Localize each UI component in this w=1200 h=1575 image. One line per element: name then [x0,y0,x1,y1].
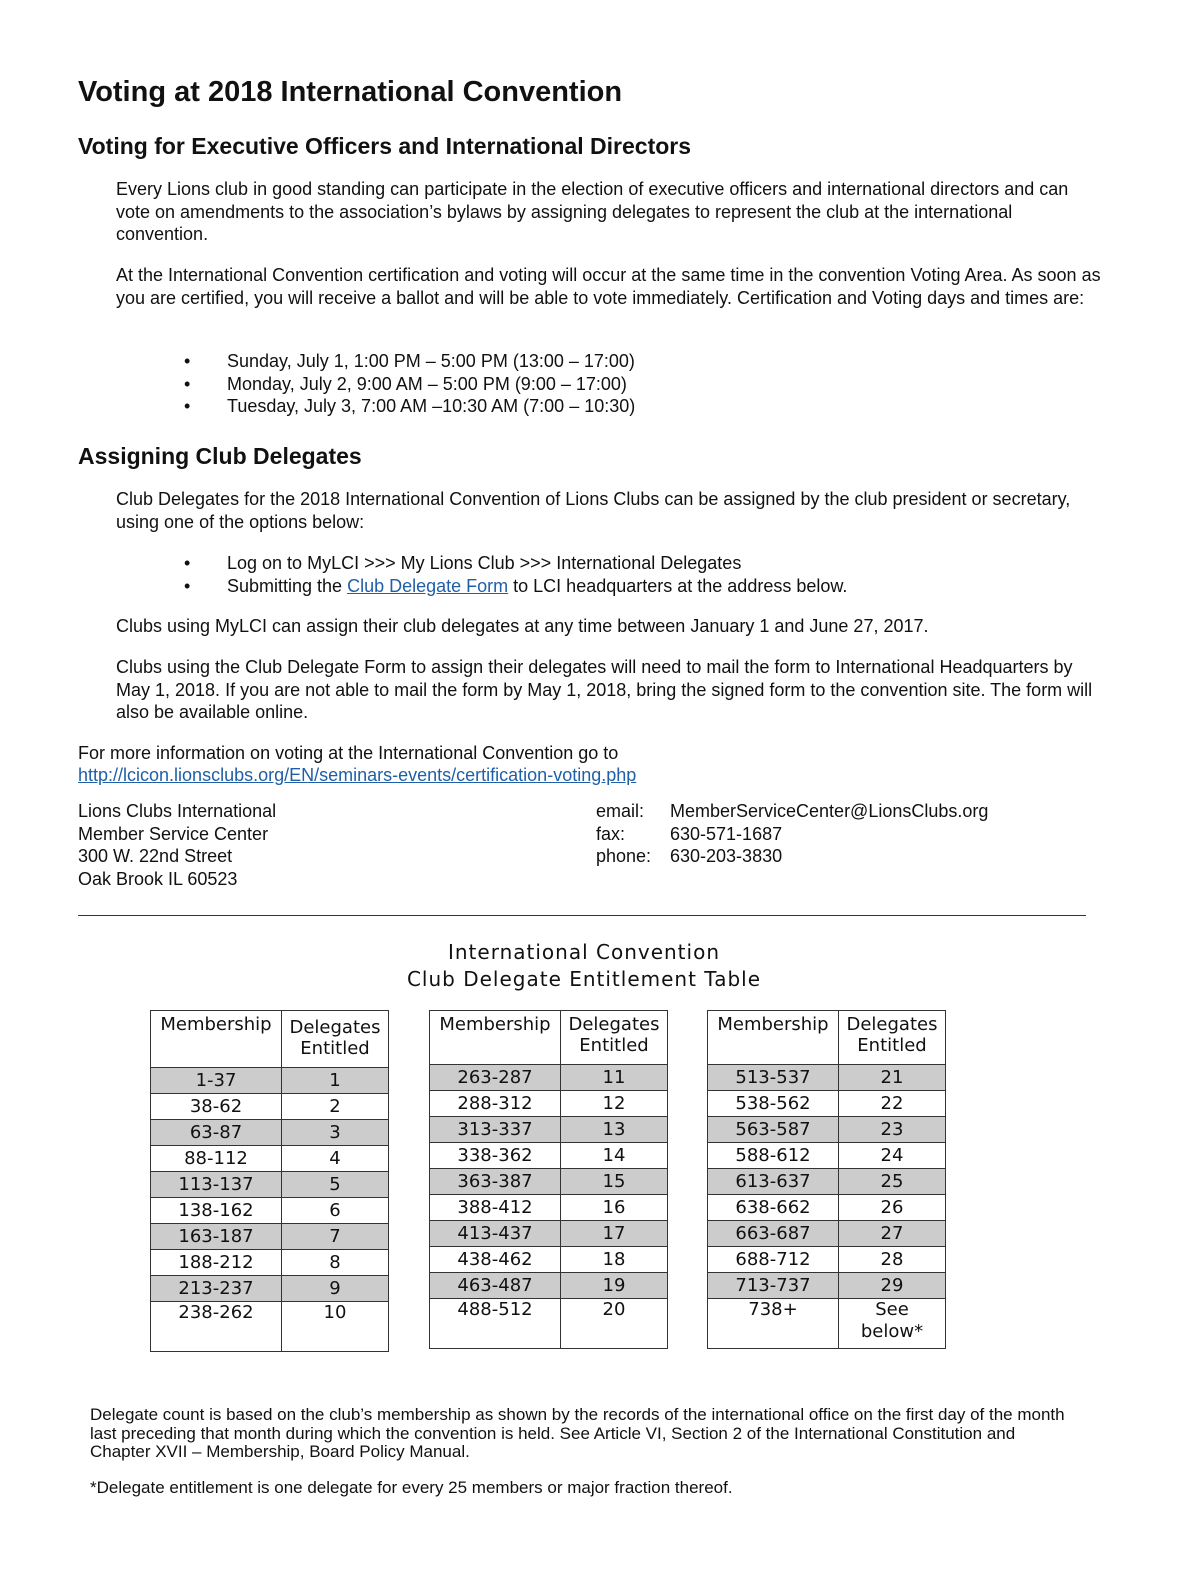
bullet-icon: • [184,351,191,371]
membership-cell: 63-87 [151,1120,282,1146]
bullet-icon: • [184,373,191,394]
membership-cell: 388-412 [430,1195,561,1221]
delegates-cell: 2 [282,1094,389,1120]
delegates-cell: 18 [561,1247,668,1273]
delegates-cell: 13 [561,1117,668,1143]
membership-cell: 113-137 [151,1172,282,1198]
section-heading-delegates: Assigning Club Delegates [78,443,362,469]
table-row [708,1299,946,1349]
voting-times-paragraph: At the International Convention certification and voting will occur at the same time in the convention Voting Area. As soon as you are certified, you will receive a ballot and will be able to vote immediately. Certification and Voting days and times are: [116,265,1101,308]
delegates-cell: 27 [839,1221,946,1247]
table-row [151,1068,389,1094]
table-row [708,1143,946,1169]
membership-cell: 738+ [708,1299,839,1349]
delegates-header [282,1011,389,1068]
membership-cell: 313-337 [430,1117,561,1143]
table-row [708,1195,946,1221]
email-label: email: [596,801,645,821]
table-title-line2: Club Delegate Entitlement Table [406,967,762,991]
bullet-icon: • [184,575,191,596]
address-line: Lions Clubs International [78,801,277,821]
delegates-cell: 29 [839,1273,946,1299]
delegates-cell: 9 [282,1276,389,1302]
membership-cell: 213-237 [151,1276,282,1302]
table-row [708,1221,946,1247]
contact-values [670,800,988,868]
table-row [708,1117,946,1143]
email-value: MemberServiceCenter@LionsClubs.org [670,801,989,821]
table-row [430,1299,668,1349]
section-heading-voting: Voting for Executive Officers and International Directors [78,133,692,159]
fax-label: fax: [596,823,626,844]
list-item: • Sunday, July 1, 1:00 PM – 5:00 PM (13:00 – 17:00) [184,351,635,371]
table-row [430,1091,668,1117]
table-row [430,1221,668,1247]
table-row [430,1169,668,1195]
delegates-cell: 15 [561,1169,668,1195]
club-delegate-form-link[interactable]: Club Delegate Form [347,575,509,596]
delegates-header-line: Delegates [846,1014,938,1035]
mylci-deadline-paragraph: Clubs using MyLCI can assign their club delegates at any time between January 1 and June 27, 2017. [116,616,929,636]
delegate-count-footnote: Delegate count is based on the club’s membership as shown by the records of the international office on the first day of the month last preceding that month during which the convention is held. See Article VI, Section 2 of the International Constitution and Chapter XVII – Membership, Board Policy Manual. [90,1405,1065,1461]
fax-value: 630-571-1687 [670,823,783,844]
membership-cell: 538-562 [708,1091,839,1117]
address-line: Member Service Center [78,823,269,844]
delegates-cell: 21 [839,1065,946,1091]
delegates-cell: 20 [561,1299,668,1349]
list-item: • Log on to MyLCI >>> My Lions Club >>> International Delegates [184,553,742,573]
list-item: • Monday, July 2, 9:00 AM – 5:00 PM (9:00 – 17:00) [184,373,627,394]
delegates-cell: 23 [839,1117,946,1143]
table-title-line1: International Convention [447,940,720,964]
bullet-icon: • [184,396,191,416]
delegates-cell: See below* [839,1299,946,1349]
delegate-options-list [116,552,847,597]
entitlement-footnote: *Delegate entitlement is one delegate for every 25 members or major fraction thereof. [90,1478,733,1497]
delegates-header-line: Entitled [857,1035,927,1056]
table-row [151,1198,389,1224]
voting-times-list [116,350,635,418]
table-row [151,1302,389,1352]
membership-cell: 338-362 [430,1143,561,1169]
membership-cell: 563-587 [708,1117,839,1143]
delegates-intro-paragraph: Club Delegates for the 2018 International Convention of Lions Clubs can be assigned by the club president or secretary, using one of the options below: [116,489,1071,532]
voting-intro-paragraph: Every Lions club in good standing can participate in the election of executive officers and international directors and can vote on amendments to the association’s bylaws by assigning delegates to represent the club at the international convention. [116,179,1069,244]
delegates-cell: 8 [282,1250,389,1276]
membership-header: Membership [151,1011,282,1068]
delegates-cell: 3 [282,1120,389,1146]
membership-cell: 663-687 [708,1221,839,1247]
membership-cell: 263-287 [430,1065,561,1091]
delegates-header-line: Delegates [568,1014,660,1035]
delegates-cell: 14 [561,1143,668,1169]
bullet-icon: • [184,553,191,573]
table-row [430,1247,668,1273]
membership-header: Membership [708,1011,839,1065]
delegates-header-line: Entitled [300,1038,370,1059]
form-deadline-paragraph: Clubs using the Club Delegate Form to assign their delegates will need to mail the form to International Headquarters by May 1, 2018. If you are not able to mail the form by May 1, 2018, bring the signed form to the convention site. The form will also be available online. [116,657,1093,722]
table-row [151,1120,389,1146]
membership-cell: 613-637 [708,1169,839,1195]
membership-cell: 588-612 [708,1143,839,1169]
table-row [151,1250,389,1276]
membership-cell: 163-187 [151,1224,282,1250]
delegates-cell: 16 [561,1195,668,1221]
membership-cell: 463-487 [430,1273,561,1299]
delegates-cell: 24 [839,1143,946,1169]
delegates-cell: 10 [282,1302,389,1352]
table-row [708,1247,946,1273]
delegates-header [839,1011,946,1065]
delegates-cell: 28 [839,1247,946,1273]
mailing-address [78,800,276,890]
table-row [708,1065,946,1091]
delegates-header-line: Delegates [289,1017,381,1038]
membership-cell: 188-212 [151,1250,282,1276]
membership-cell: 513-537 [708,1065,839,1091]
delegates-cell: 12 [561,1091,668,1117]
membership-cell: 713-737 [708,1273,839,1299]
table-row [708,1091,946,1117]
delegates-cell: 5 [282,1172,389,1198]
entitlement-table-3 [707,1010,946,1349]
table-row [430,1117,668,1143]
list-item: • Tuesday, July 3, 7:00 AM –10:30 AM (7:00 – 10:30) [184,396,636,416]
membership-cell: 363-387 [430,1169,561,1195]
table-row [151,1094,389,1120]
address-line: 300 W. 22nd Street [78,846,233,866]
delegates-cell: 19 [561,1273,668,1299]
entitlement-table-2 [429,1010,668,1349]
membership-cell: 638-662 [708,1195,839,1221]
delegates-cell: 1 [282,1068,389,1094]
delegates-cell: 6 [282,1198,389,1224]
list-item: • Submitting the Club Delegate Form to LCI headquarters at the address below. [184,575,848,596]
table-row [430,1195,668,1221]
contact-labels [596,800,651,868]
delegates-cell: 26 [839,1195,946,1221]
certification-voting-link[interactable]: http://lcicon.lionsclubs.org/EN/seminars-events/certification-voting.php [78,765,637,785]
delegates-cell: 11 [561,1065,668,1091]
delegates-cell: 22 [839,1091,946,1117]
table-row [151,1224,389,1250]
table-row [708,1169,946,1195]
address-line: Oak Brook IL 60523 [78,868,238,889]
delegates-header-line: Entitled [579,1035,649,1056]
entitlement-table-1 [150,1010,389,1352]
table-row [430,1273,668,1299]
table-row [430,1143,668,1169]
page-title: Voting at 2018 International Convention [78,76,623,108]
phone-value: 630-203-3830 [670,846,783,866]
membership-cell: 238-262 [151,1302,282,1352]
table-row [151,1172,389,1198]
membership-cell: 1-37 [151,1068,282,1094]
delegates-cell: 4 [282,1146,389,1172]
phone-label: phone: [596,846,652,866]
membership-cell: 438-462 [430,1247,561,1273]
delegates-cell: 17 [561,1221,668,1247]
membership-cell: 38-62 [151,1094,282,1120]
section-divider [78,915,1086,916]
table-row [151,1276,389,1302]
membership-cell: 488-512 [430,1299,561,1349]
membership-header: Membership [430,1011,561,1065]
membership-cell: 688-712 [708,1247,839,1273]
more-info-text: For more information on voting at the International Convention go to [78,743,619,763]
membership-cell: 413-437 [430,1221,561,1247]
delegates-cell: 25 [839,1169,946,1195]
delegates-header [561,1011,668,1065]
membership-cell: 88-112 [151,1146,282,1172]
membership-cell: 288-312 [430,1091,561,1117]
table-row [151,1146,389,1172]
membership-cell: 138-162 [151,1198,282,1224]
table-row [430,1065,668,1091]
delegates-cell: 7 [282,1224,389,1250]
table-row [708,1273,946,1299]
